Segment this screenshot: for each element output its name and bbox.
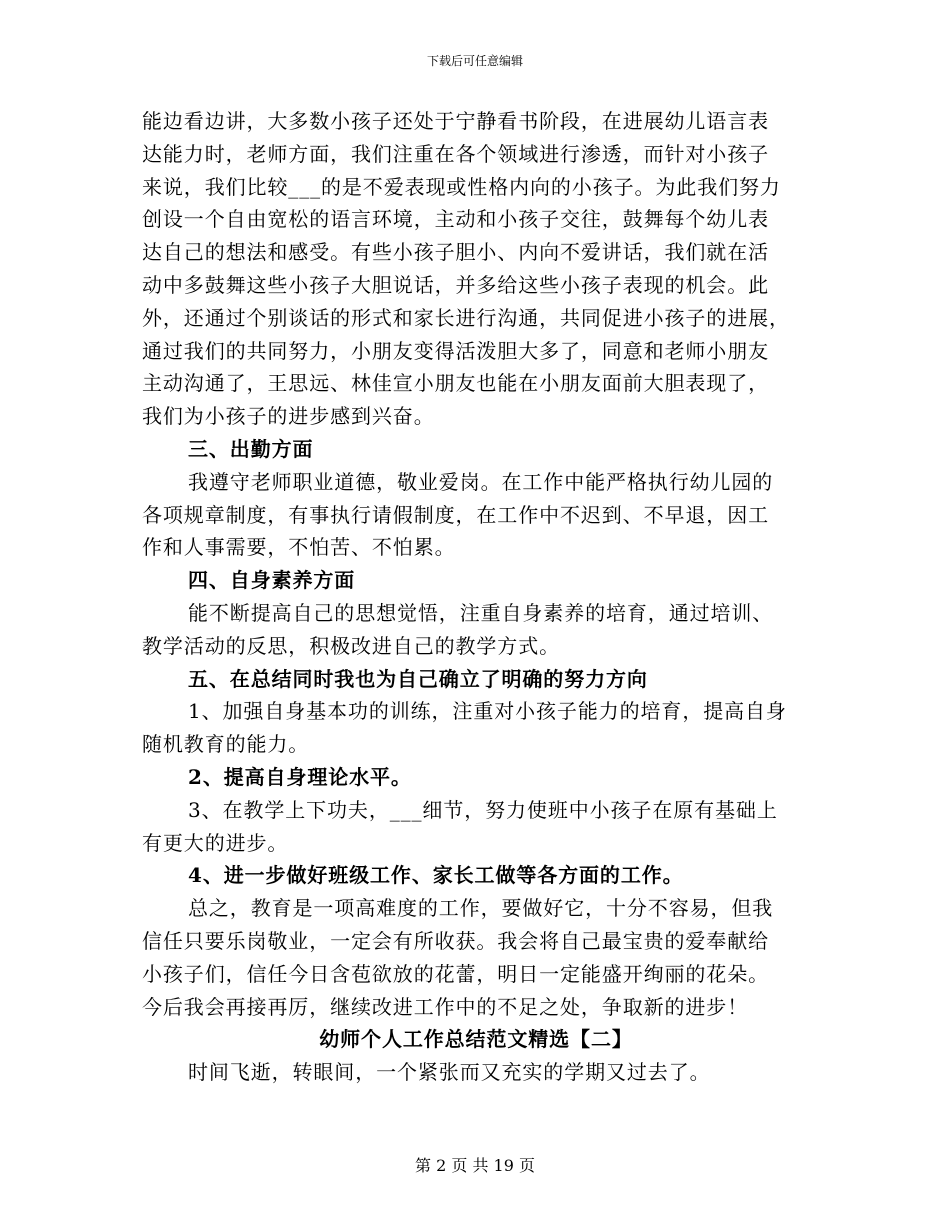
body-text-line: 1、加强自身基本功的训练，注重对小孩子能力的培育，提高自身 bbox=[188, 699, 787, 724]
body-text-line: 达能力时，老师方面，我们注重在各个领域进行渗透，而针对小孩子 bbox=[142, 141, 769, 166]
section-heading: 4、进一步做好班级工作、家长工做等各方面的工作。 bbox=[188, 863, 684, 888]
body-text-line: 主动沟通了，王思远、林佳宣小朋友也能在小朋友面前大胆表现了， bbox=[142, 371, 769, 396]
body-text-line: 总之，教育是一项高难度的工作，要做好它，十分不容易，但我 bbox=[188, 896, 774, 921]
body-text-line: 信任只要乐岗敬业，一定会有所收获。我会将自己最宝贵的爱奉献给 bbox=[142, 928, 769, 953]
section-heading: 五、在总结同时我也为自己确立了明确的努力方向 bbox=[188, 666, 648, 691]
body-text-line: 各项规章制度，有事执行请假制度，在工作中不迟到、不早退，因工 bbox=[142, 502, 769, 527]
body-text-line: 能边看边讲，大多数小孩子还处于宁静看书阶段，在进展幼儿语言表 bbox=[142, 109, 769, 133]
body-text-line: 我们为小孩子的进步感到兴奋。 bbox=[142, 404, 435, 429]
body-text-line: 随机教育的能力。 bbox=[142, 732, 310, 757]
body-text-line: 动中多鼓舞这些小孩子大胆说话，并多给这些小孩子表现的机会。此 bbox=[142, 272, 769, 297]
body-text-line: 时间飞逝，转眼间，一个紧张而又充实的学期又过去了。 bbox=[188, 1060, 711, 1085]
body-text-line: 作和人事需要，不怕苦、不怕累。 bbox=[142, 535, 456, 560]
section-heading: 三、出勤方面 bbox=[188, 436, 314, 461]
body-text-line: 外，还通过个别谈话的形式和家长进行沟通，共同促进小孩子的进展， bbox=[142, 305, 790, 330]
page-number-footer: 第 2 页 共 19 页 bbox=[415, 1156, 535, 1175]
body-text-line: 3、在教学上下功夫，___细节，努力使班中小孩子在原有基础上 bbox=[188, 797, 778, 822]
document-body bbox=[142, 105, 810, 1089]
body-text-line: 有更大的进步。 bbox=[142, 830, 289, 855]
body-text-line: 达自己的想法和感受。有些小孩子胆小、内向不爱讲话，我们就在活 bbox=[142, 240, 769, 265]
body-text-line: 今后我会再接再厉，继续改进工作中的不足之处，争取新的进步！ bbox=[142, 994, 749, 1019]
body-text-line: 我遵守老师职业道德，敬业爱岗。在工作中能严格执行幼儿园的 bbox=[188, 469, 774, 494]
section-heading: 2、提高自身理论水平。 bbox=[188, 764, 412, 789]
section-heading: 幼师个人工作总结范文精选【二】 bbox=[319, 1027, 633, 1052]
body-text-line: 教学活动的反思，积极改进自己的教学方式。 bbox=[142, 633, 560, 658]
body-text-line: 来说，我们比较___的是不爱表现或性格内向的小孩子。为此我们努力 bbox=[142, 174, 781, 199]
body-text-line: 能不断提高自己的思想觉悟，注重自身素养的培育，通过培训、 bbox=[188, 600, 774, 625]
page-header-note: 下载后可任意编辑 bbox=[426, 54, 523, 68]
body-text-line: 通过我们的共同努力，小朋友变得活泼胆大多了，同意和老师小朋友 bbox=[142, 338, 769, 363]
section-heading: 四、自身素养方面 bbox=[188, 568, 356, 593]
body-text-line: 创设一个自由宽松的语言环境，主动和小孩子交往，鼓舞每个幼儿表 bbox=[142, 207, 769, 232]
body-text-line: 小孩子们，信任今日含苞欲放的花蕾，明日一定能盛开绚丽的花朵。 bbox=[142, 961, 769, 986]
